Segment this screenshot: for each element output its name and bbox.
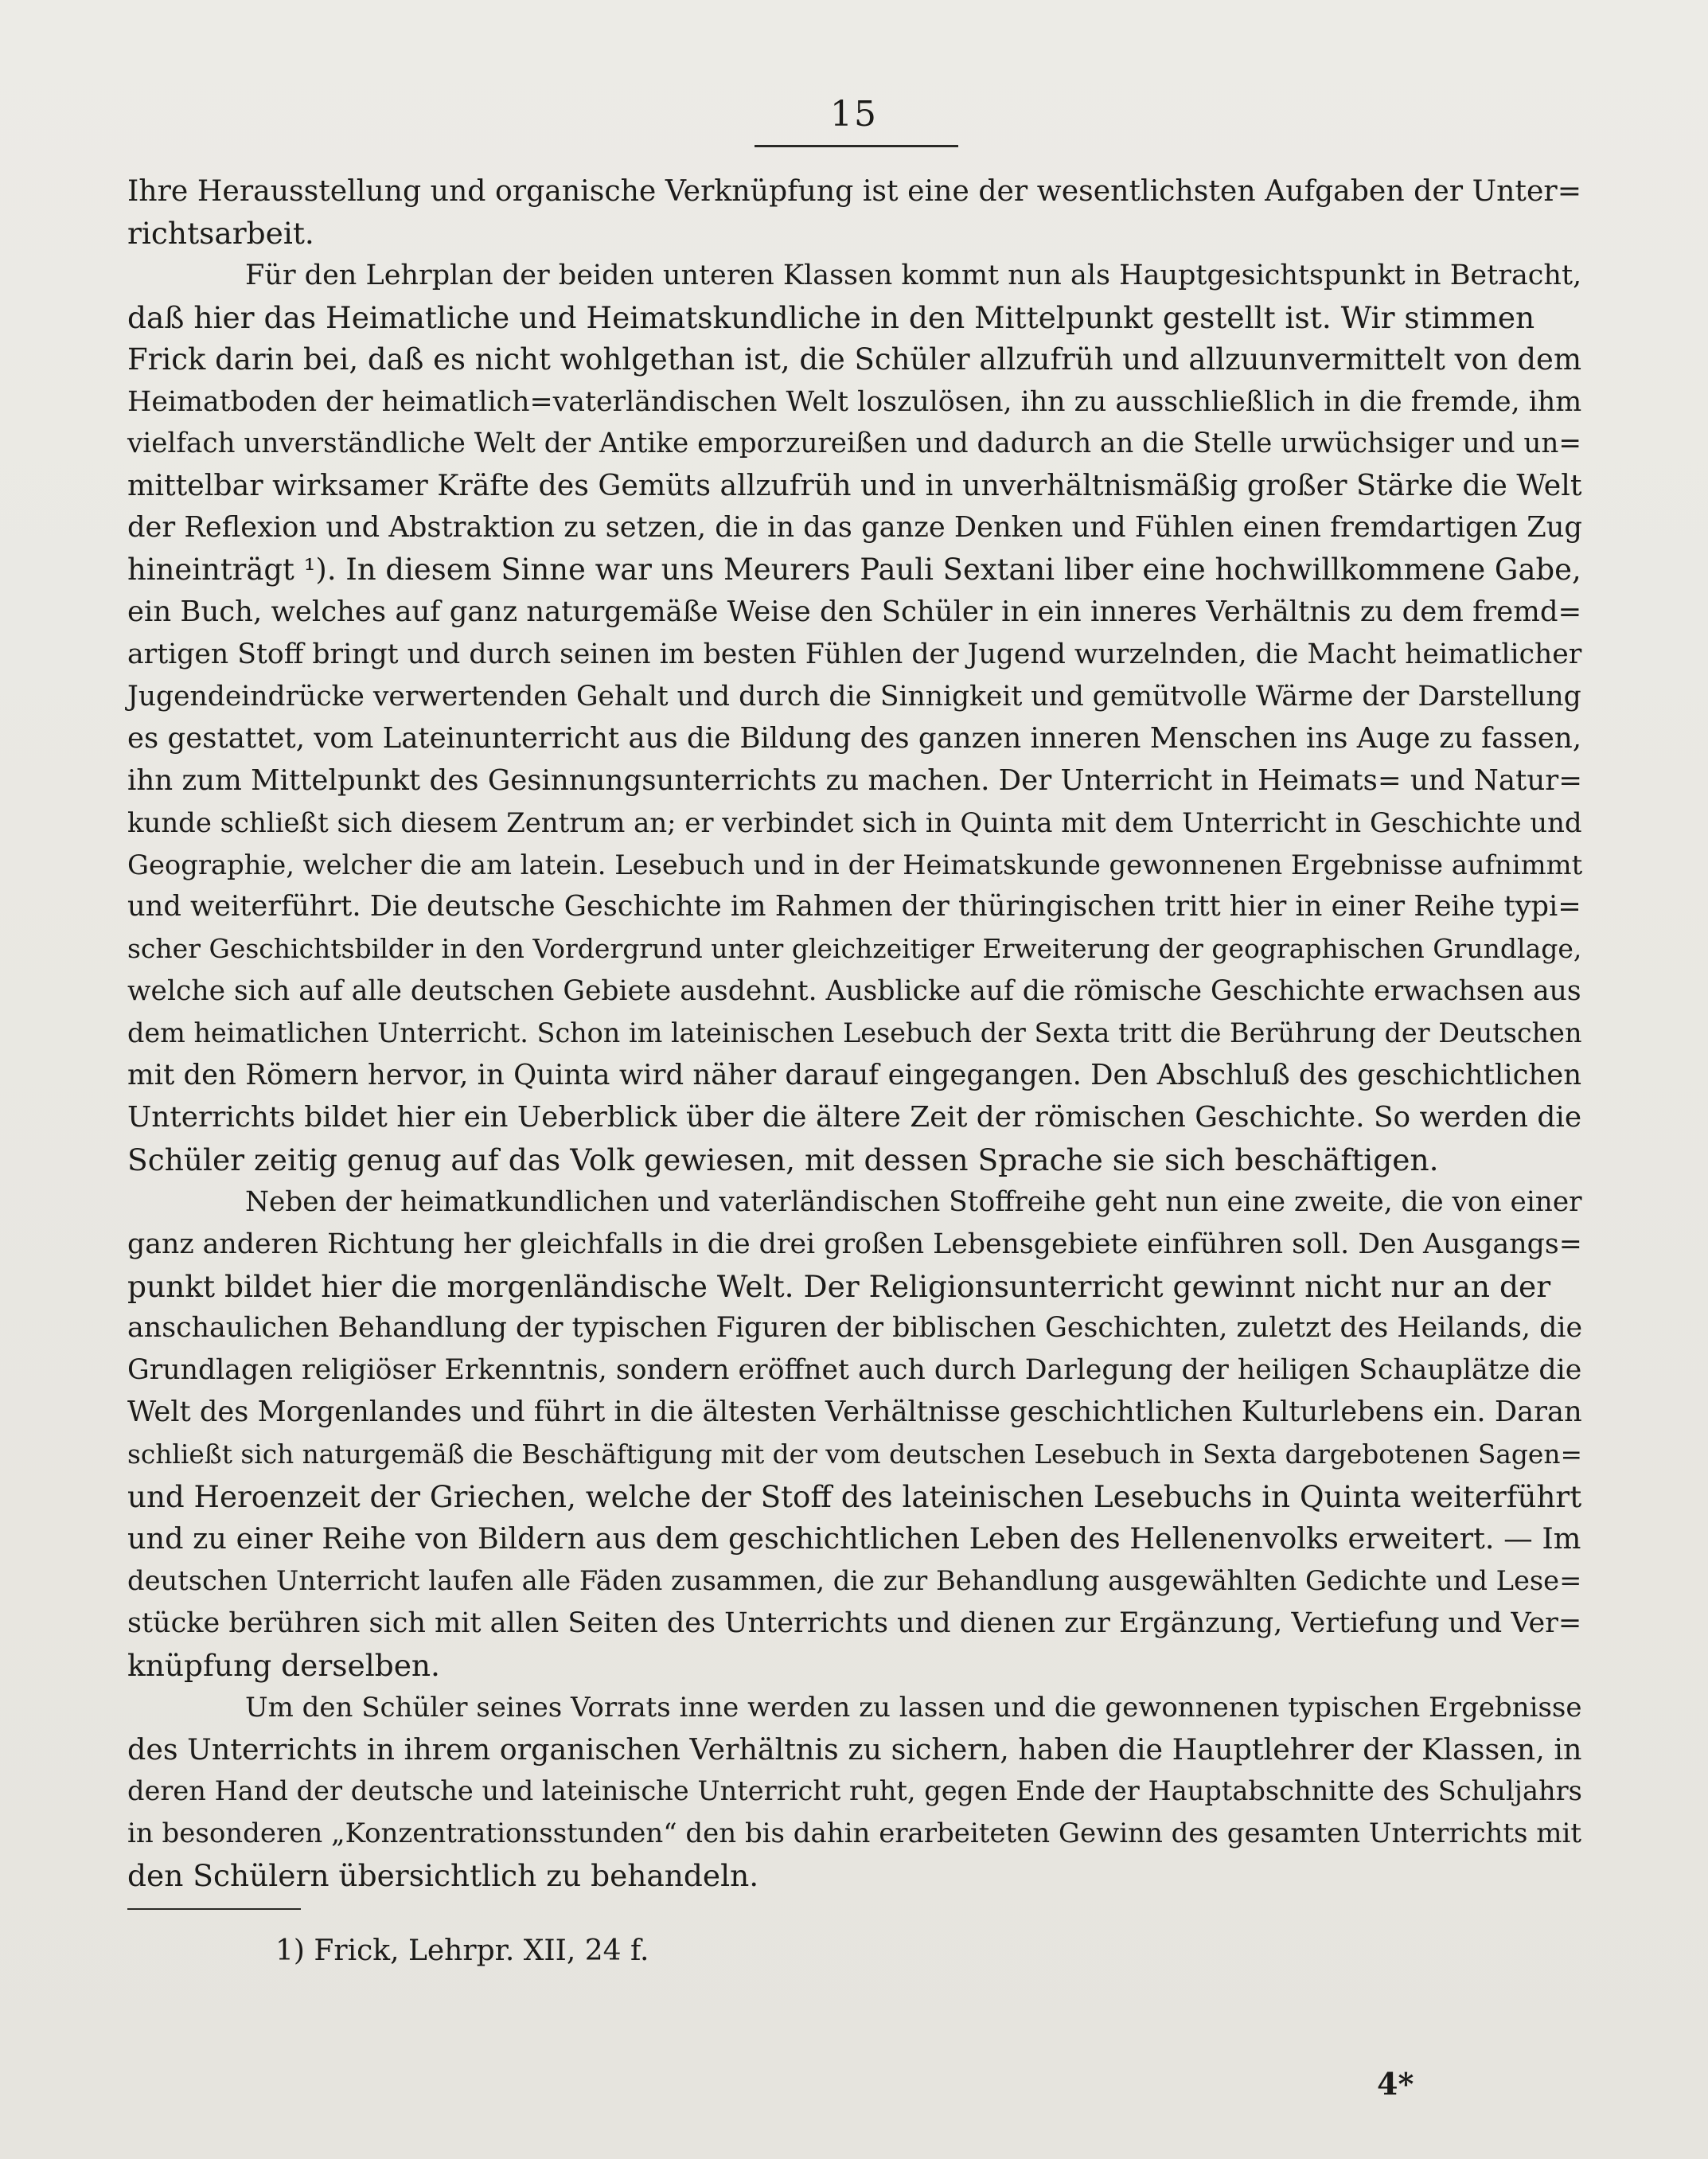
text-line: anschaulichen Behandlung der typischen Figuren der biblischen Geschichten, zuletzt des Heilands, die <box>127 1312 1583 1345</box>
text-line: Frick darin bei, daß es nicht wohlgethan ist, die Schüler allzufrüh und allzuunvermittelt von dem <box>127 342 1582 377</box>
text-line: schließt sich naturgemäß die Beschäftigung mit der vom deutschen Lesebuch in Sexta dargebotenen Sagen= <box>127 1439 1582 1470</box>
text-line: ein Buch, welches auf ganz naturgemäße Weise den Schüler in ein inneres Verhältnis zu dem fremd= <box>127 595 1582 629</box>
text-line: deren Hand der deutsche und lateinische Unterricht ruht, gegen Ende der Hauptabschnitte des Schuljahrs <box>127 1775 1582 1807</box>
text-line: punkt bildet hier die morgenländische Welt. Der Religionsunterricht gewinnt nicht nur an der <box>127 1268 1551 1304</box>
text-line: daß hier das Heimatliche und Heimatskundliche in den Mittelpunkt gestellt ist. Wir stimmen <box>127 299 1535 335</box>
signature-mark: 4* <box>1377 2066 1414 2102</box>
text-line: ihn zum Mittelpunkt des Gesinnungsunterrichts zu machen. Der Unterricht in Heimats= und Natur= <box>127 763 1582 797</box>
body-text <box>127 170 1582 1897</box>
text-line: ganz anderen Richtung her gleichfalls in die drei großen Lebensgebiete einführen soll. Den Ausgangs= <box>127 1228 1582 1260</box>
text-line: des Unterrichts in ihrem organischen Verhältnis zu sichern, haben die Hauptlehrer der Klassen, in <box>127 1731 1582 1767</box>
header-rule <box>755 145 958 147</box>
text-line: und Heroenzeit der Griechen, welche der Stoff des lateinischen Lesebuchs in Quinta weiterführt <box>127 1479 1582 1515</box>
text-line: in besonderen „Konzentrationsstunden“ den bis dahin erarbeiteten Gewinn des gesamten Unterrichts mit <box>127 1817 1581 1850</box>
text-line: vielfach unverständliche Welt der Antike emporzureißen und dadurch an die Stelle urwüchsiger und un= <box>127 428 1581 460</box>
text-line: Unterrichts bildet hier ein Ueberblick über die ältere Zeit der römischen Geschichte. So werden die <box>127 1100 1582 1134</box>
text-line: Jugendeindrücke verwertenden Gehalt und durch die Sinnigkeit und gemütvolle Wärme der Darstellung <box>127 680 1581 713</box>
text-line: hineinträgt ¹). In diesem Sinne war uns Meurers Pauli Sextani liber eine hochwillkommene Gabe, <box>127 552 1581 588</box>
text-line: Welt des Morgenlandes und führt in die ältesten Verhältnisse geschichtlichen Kulturlebens ein. Daran <box>127 1396 1582 1429</box>
page-number: 15 <box>830 94 878 135</box>
text-line: knüpfung derselben. <box>127 1647 440 1683</box>
text-line: Schüler zeitig genug auf das Volk gewiesen, mit dessen Sprache sie sich beschäftigen. <box>127 1142 1439 1177</box>
text-line: der Reflexion und Abstraktion zu setzen, die in das ganze Denken und Fühlen einen fremdartigen Zug <box>127 511 1582 545</box>
text-line: den Schülern übersichtlich zu behandeln. <box>127 1858 759 1894</box>
text-line: artigen Stoff bringt und durch seinen im besten Fühlen der Jugend wurzelnden, die Macht heimatlicher <box>127 638 1582 670</box>
text-line: Geographie, welcher die am latein. Lesebuch und in der Heimatskunde gewonnenen Ergebnisse aufnimmt <box>127 849 1583 880</box>
text-line: Für den Lehrplan der beiden unteren Klassen kommt nun als Hauptgesichtspunkt in Betracht, <box>245 259 1582 291</box>
text-line: und weiterführt. Die deutsche Geschichte im Rahmen der thüringischen tritt hier in einer Reihe typi= <box>127 890 1581 923</box>
footnote: 1) Frick, Lehrpr. XII, 24 f. <box>275 1935 649 1967</box>
text-line: mit den Römern hervor, in Quinta wird näher darauf eingegangen. Den Abschluß des geschichtlichen <box>127 1059 1582 1092</box>
text-line: deutschen Unterricht laufen alle Fäden zusammen, die zur Behandlung ausgewählten Gedichte und Lese= <box>127 1564 1582 1596</box>
text-line: scher Geschichtsbilder in den Vordergrund unter gleichzeitiger Erweiterung der geographischen Grundlage, <box>127 933 1582 965</box>
text-line: stücke berühren sich mit allen Seiten des Unterrichts und dienen zur Ergänzung, Vertiefung und Ver= <box>127 1606 1582 1639</box>
text-line: Um den Schüler seines Vorrats inne werden zu lassen und die gewonnenen typischen Ergebnisse <box>245 1691 1582 1724</box>
text-line: Heimatboden der heimatlich=vaterländischen Welt loszulösen, ihn zu ausschließlich in die fremde, ihm <box>127 385 1582 418</box>
text-line: und zu einer Reihe von Bildern aus dem geschichtlichen Leben des Hellenenvolks erweitert. — Im <box>127 1521 1581 1556</box>
text-line: welche sich auf alle deutschen Gebiete ausdehnt. Ausblicke auf die römische Geschichte erwachsen aus <box>127 975 1581 1008</box>
text-line: kunde schließt sich diesem Zentrum an; er verbindet sich in Quinta mit dem Unterricht in Geschichte und <box>127 806 1582 838</box>
text-line: Ihre Herausstellung und organische Verknüpfung ist eine der wesentlichsten Aufgaben der Unter= <box>127 174 1582 208</box>
text-line: richtsarbeit. <box>127 215 314 251</box>
text-line: Grundlagen religiöser Erkenntnis, sondern eröffnet auch durch Darlegung der heiligen Schauplätze die <box>127 1354 1582 1387</box>
footnote-rule <box>127 1908 301 1910</box>
text-line: es gestattet, vom Lateinunterricht aus die Bildung des ganzen inneren Menschen ins Auge zu fassen, <box>127 721 1582 755</box>
text-line: Neben der heimatkundlichen und vaterländischen Stoffreihe geht nun eine zweite, die von einer <box>245 1185 1582 1218</box>
text-line: mittelbar wirksamer Kräfte des Gemüts allzufrüh und in unverhältnismäßig großer Stärke die Welt <box>127 468 1582 503</box>
text-line: dem heimatlichen Unterricht. Schon im lateinischen Lesebuch der Sexta tritt die Berührung der Deutschen <box>127 1017 1582 1049</box>
